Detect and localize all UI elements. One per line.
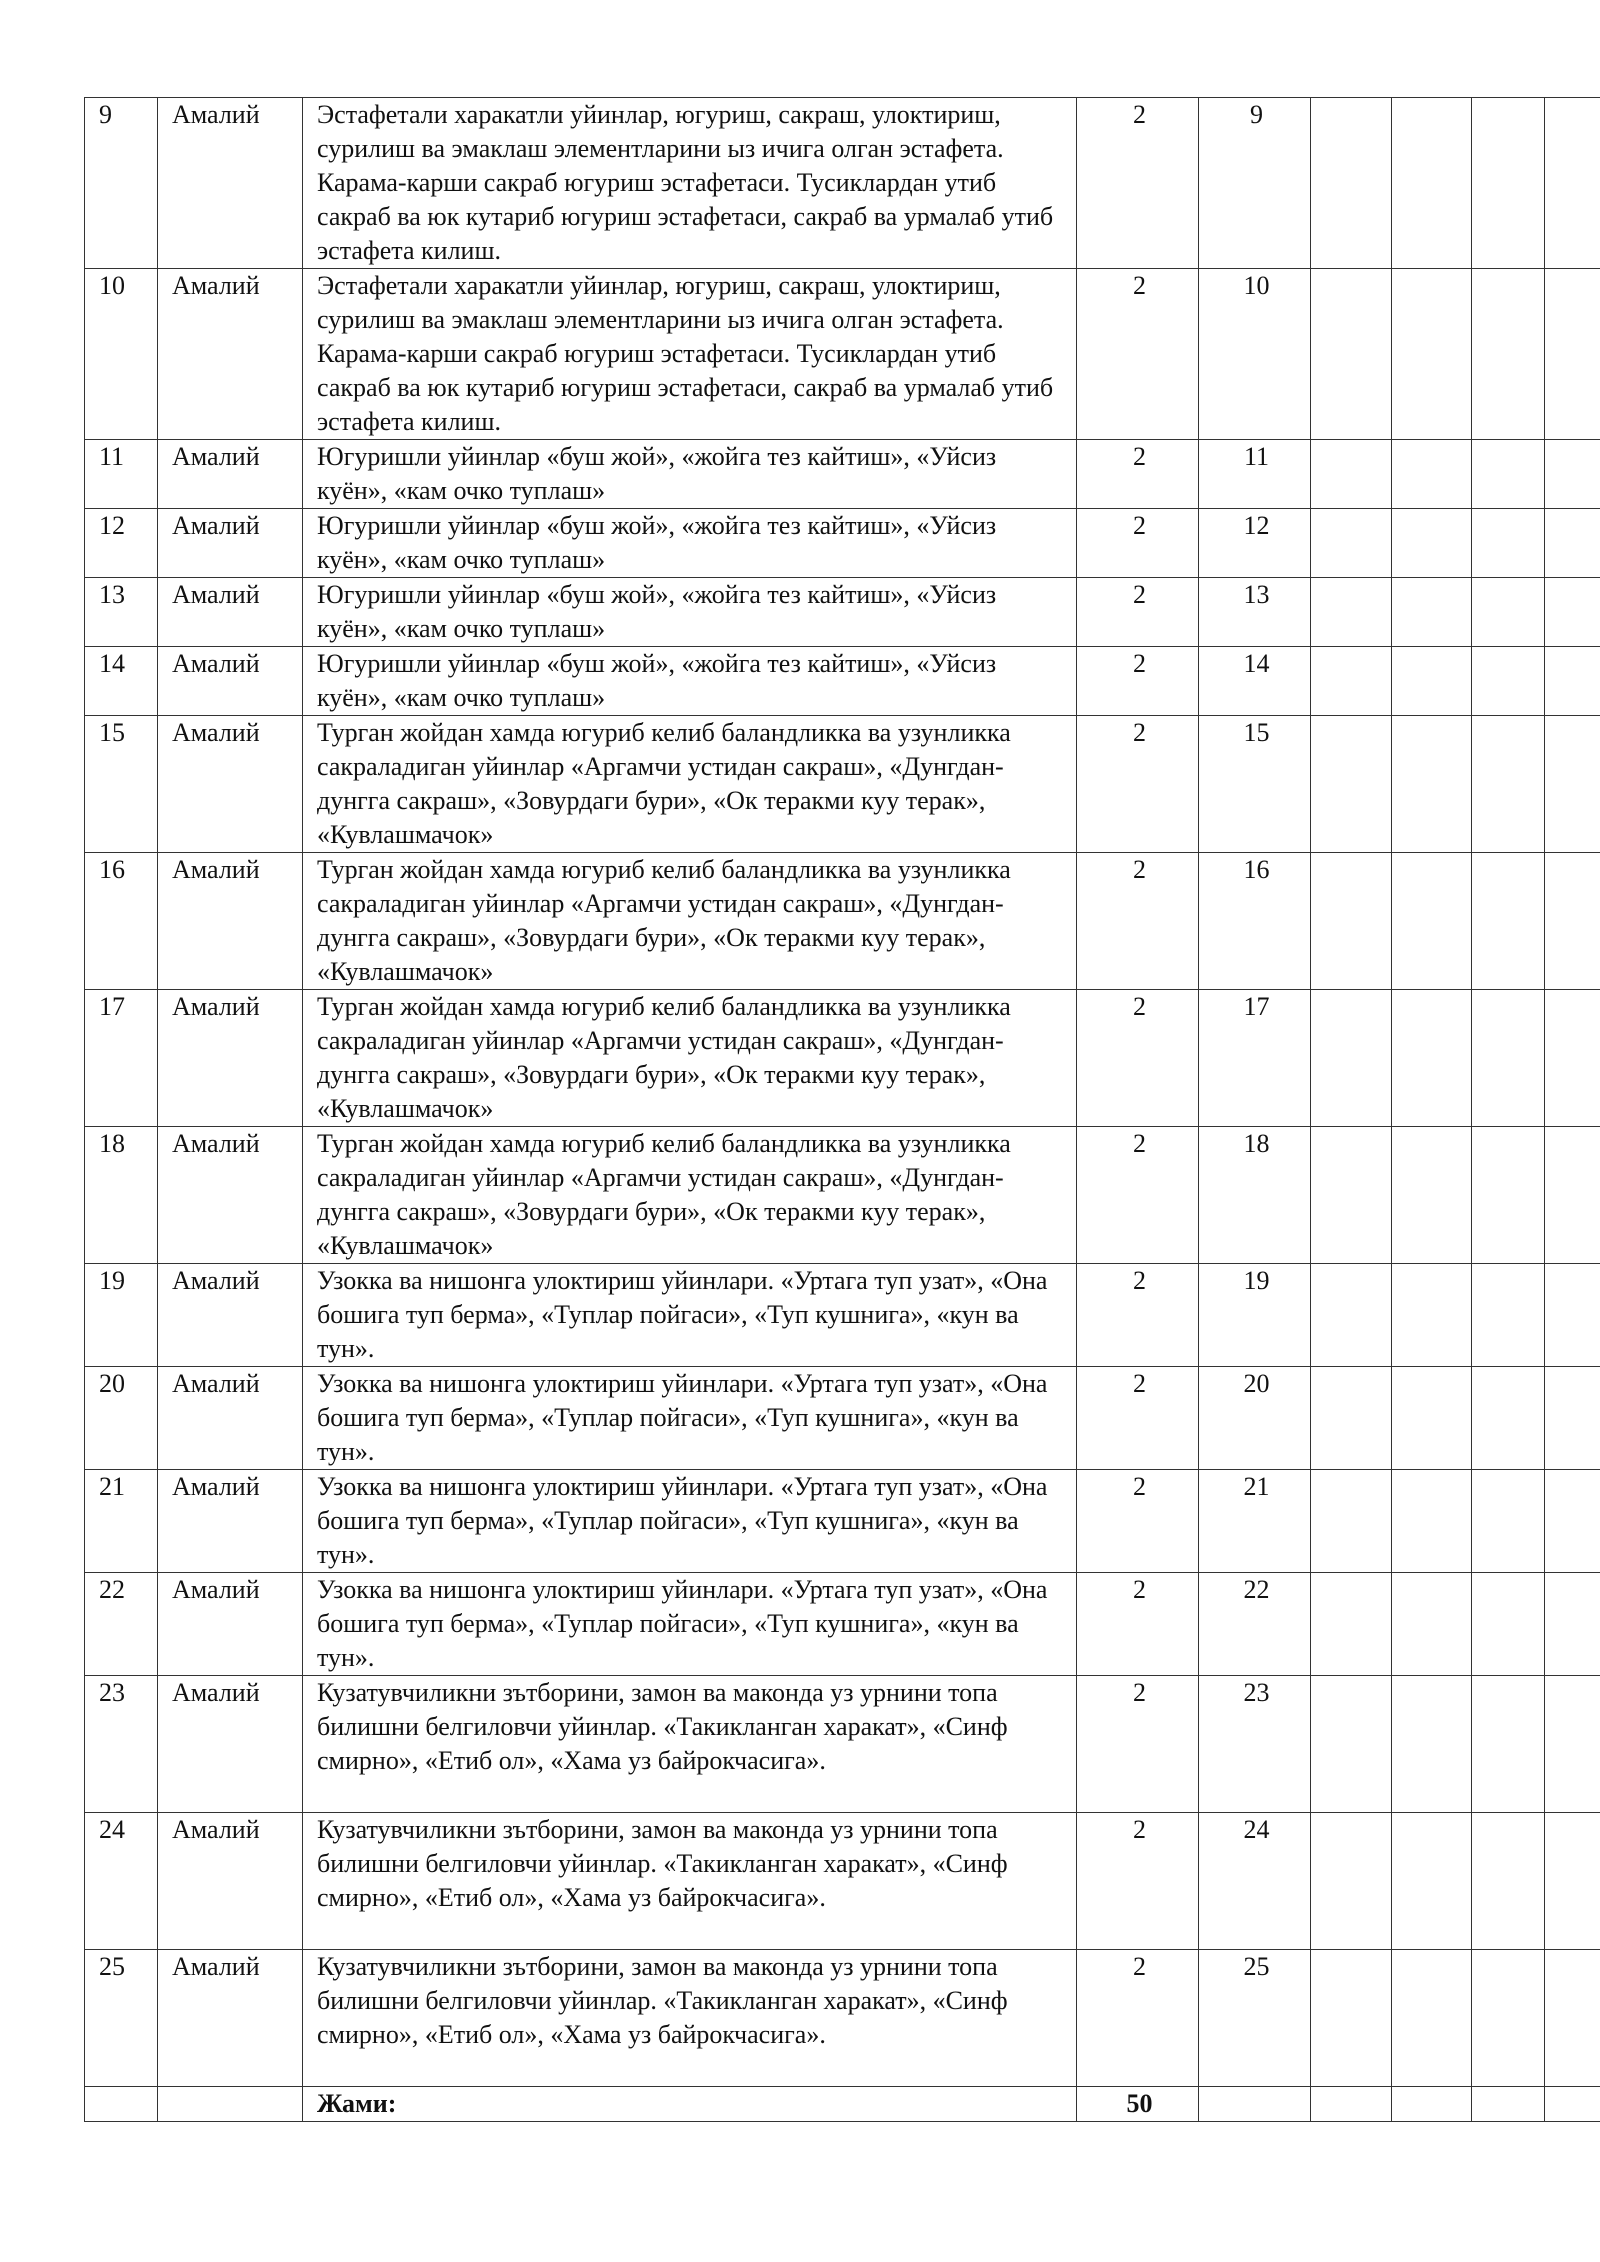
lesson-index: 25 bbox=[1199, 1950, 1311, 2087]
empty-cell bbox=[1545, 990, 1600, 1127]
row-number: 17 bbox=[85, 990, 158, 1127]
empty-cell bbox=[1472, 853, 1545, 990]
lesson-index: 18 bbox=[1199, 1127, 1311, 1264]
empty-cell bbox=[1545, 578, 1600, 647]
row-number: 25 bbox=[85, 1950, 158, 2087]
empty-cell bbox=[1311, 1127, 1392, 1264]
lesson-topic: Югуришли уйинлар «буш жой», «жойга тез кайтиш», «Уйсиз куён», «кам очко туплаш» bbox=[303, 647, 1077, 716]
total-row bbox=[85, 2087, 1600, 2122]
empty-cell bbox=[1392, 98, 1472, 269]
lesson-type: Амалий bbox=[158, 1813, 303, 1950]
empty-cell bbox=[1392, 1676, 1472, 1813]
table-row bbox=[85, 1813, 1600, 1950]
lesson-topic: Югуришли уйинлар «буш жой», «жойга тез кайтиш», «Уйсиз куён», «кам очко туплаш» bbox=[303, 440, 1077, 509]
table-row bbox=[85, 1676, 1600, 1813]
total-cell-empty bbox=[158, 2087, 303, 2122]
empty-cell bbox=[1472, 716, 1545, 853]
row-number: 20 bbox=[85, 1367, 158, 1470]
lesson-topic: Эстафетали харакатли уйинлар, югуриш, сакраш, улоктириш, сурилиш ва эмаклаш элементларини ыз ичига олган эстафета. Карама-карши сакраб югуриш эстафетаси. Тусиклардан утиб сакраб ва юк кутариб югуриш эстафетаси, сакраб ва урмалаб утиб эстафета килиш. bbox=[303, 269, 1077, 440]
lesson-index: 16 bbox=[1199, 853, 1311, 990]
table-row bbox=[85, 1264, 1600, 1367]
table-row bbox=[85, 440, 1600, 509]
lesson-type: Амалий bbox=[158, 716, 303, 853]
lesson-type: Амалий bbox=[158, 269, 303, 440]
empty-cell bbox=[1311, 440, 1392, 509]
lesson-index: 21 bbox=[1199, 1470, 1311, 1573]
empty-cell bbox=[1392, 1264, 1472, 1367]
total-cell-empty bbox=[1392, 2087, 1472, 2122]
lesson-type: Амалий bbox=[158, 440, 303, 509]
empty-cell bbox=[1472, 1813, 1545, 1950]
row-number: 14 bbox=[85, 647, 158, 716]
empty-cell bbox=[1545, 853, 1600, 990]
empty-cell bbox=[1545, 1470, 1600, 1573]
table-row bbox=[85, 1367, 1600, 1470]
empty-cell bbox=[1311, 1573, 1392, 1676]
lesson-hours: 2 bbox=[1077, 1264, 1199, 1367]
empty-cell bbox=[1311, 509, 1392, 578]
empty-cell bbox=[1545, 269, 1600, 440]
row-number: 16 bbox=[85, 853, 158, 990]
lesson-hours: 2 bbox=[1077, 1127, 1199, 1264]
lesson-topic: Турган жойдан хамда югуриб келиб баландликка ва узунликка сакраладиган уйинлар «Аргамчи устидан сакраш», «Дунгдан-дунгга сакраш», «Зовурдаги бури», «Ок теракми куу терак», «Кувлашмачок» bbox=[303, 716, 1077, 853]
lesson-hours: 2 bbox=[1077, 440, 1199, 509]
empty-cell bbox=[1311, 1950, 1392, 2087]
empty-cell bbox=[1392, 853, 1472, 990]
lesson-type: Амалий bbox=[158, 1127, 303, 1264]
row-number: 22 bbox=[85, 1573, 158, 1676]
lesson-hours: 2 bbox=[1077, 578, 1199, 647]
empty-cell bbox=[1392, 647, 1472, 716]
lesson-index: 9 bbox=[1199, 98, 1311, 269]
lesson-topic: Узокка ва нишонга улоктириш уйинлари. «Уртага туп узат», «Она бошига туп берма», «Туплар пойгаси», «Туп кушнига», «кун ва тун». bbox=[303, 1573, 1077, 1676]
row-number: 10 bbox=[85, 269, 158, 440]
lesson-hours: 2 bbox=[1077, 1367, 1199, 1470]
empty-cell bbox=[1545, 1264, 1600, 1367]
table-row bbox=[85, 853, 1600, 990]
row-number: 18 bbox=[85, 1127, 158, 1264]
empty-cell bbox=[1392, 269, 1472, 440]
lesson-type: Амалий bbox=[158, 1676, 303, 1813]
lesson-type: Амалий bbox=[158, 990, 303, 1127]
table-row bbox=[85, 716, 1600, 853]
empty-cell bbox=[1472, 509, 1545, 578]
empty-cell bbox=[1545, 440, 1600, 509]
empty-cell bbox=[1311, 1813, 1392, 1950]
lesson-hours: 2 bbox=[1077, 1676, 1199, 1813]
total-cell-empty bbox=[1199, 2087, 1311, 2122]
lesson-index: 19 bbox=[1199, 1264, 1311, 1367]
lesson-hours: 2 bbox=[1077, 1813, 1199, 1950]
lesson-type: Амалий bbox=[158, 1264, 303, 1367]
lesson-index: 15 bbox=[1199, 716, 1311, 853]
table-row bbox=[85, 578, 1600, 647]
lesson-type: Амалий bbox=[158, 98, 303, 269]
lesson-index: 13 bbox=[1199, 578, 1311, 647]
empty-cell bbox=[1472, 1950, 1545, 2087]
lesson-type: Амалий bbox=[158, 1470, 303, 1573]
total-hours: 50 bbox=[1077, 2087, 1199, 2122]
empty-cell bbox=[1472, 269, 1545, 440]
lesson-topic: Кузатувчиликни зътборини, замон ва маконда уз урнини топа билишни белгиловчи уйинлар. «Такикланган харакат», «Синф смирно», «Етиб ол», «Хама уз байрокчасига». bbox=[303, 1950, 1077, 2087]
lesson-plan-table bbox=[84, 97, 1600, 2122]
empty-cell bbox=[1472, 990, 1545, 1127]
total-label: Жами: bbox=[303, 2087, 1077, 2122]
lesson-topic: Эстафетали харакатли уйинлар, югуриш, сакраш, улоктириш, сурилиш ва эмаклаш элементларини ыз ичига олган эстафета. Карама-карши сакраб югуриш эстафетаси. Тусиклардан утиб сакраб ва юк кутариб югуриш эстафетаси, сакраб ва урмалаб утиб эстафета килиш. bbox=[303, 98, 1077, 269]
lesson-index: 12 bbox=[1199, 509, 1311, 578]
lesson-type: Амалий bbox=[158, 853, 303, 990]
lesson-topic: Турган жойдан хамда югуриб келиб баландликка ва узунликка сакраладиган уйинлар «Аргамчи устидан сакраш», «Дунгдан-дунгга сакраш», «Зовурдаги бури», «Ок теракми куу терак», «Кувлашмачок» bbox=[303, 990, 1077, 1127]
lesson-topic: Кузатувчиликни зътборини, замон ва маконда уз урнини топа билишни белгиловчи уйинлар. «Такикланган харакат», «Синф смирно», «Етиб ол», «Хама уз байрокчасига». bbox=[303, 1813, 1077, 1950]
table-row bbox=[85, 98, 1600, 269]
lesson-topic: Узокка ва нишонга улоктириш уйинлари. «Уртага туп узат», «Она бошига туп берма», «Туплар пойгаси», «Туп кушнига», «кун ва тун». bbox=[303, 1367, 1077, 1470]
lesson-index: 22 bbox=[1199, 1573, 1311, 1676]
empty-cell bbox=[1392, 990, 1472, 1127]
lesson-type: Амалий bbox=[158, 1950, 303, 2087]
lesson-hours: 2 bbox=[1077, 1470, 1199, 1573]
empty-cell bbox=[1392, 509, 1472, 578]
empty-cell bbox=[1545, 1813, 1600, 1950]
empty-cell bbox=[1392, 1367, 1472, 1470]
lesson-index: 24 bbox=[1199, 1813, 1311, 1950]
lesson-index: 14 bbox=[1199, 647, 1311, 716]
empty-cell bbox=[1472, 1470, 1545, 1573]
lesson-type: Амалий bbox=[158, 1573, 303, 1676]
lesson-index: 17 bbox=[1199, 990, 1311, 1127]
empty-cell bbox=[1472, 578, 1545, 647]
empty-cell bbox=[1311, 1264, 1392, 1367]
lesson-index: 23 bbox=[1199, 1676, 1311, 1813]
row-number: 24 bbox=[85, 1813, 158, 1950]
empty-cell bbox=[1311, 269, 1392, 440]
row-number: 9 bbox=[85, 98, 158, 269]
lesson-hours: 2 bbox=[1077, 98, 1199, 269]
lesson-index: 11 bbox=[1199, 440, 1311, 509]
row-number: 12 bbox=[85, 509, 158, 578]
table-row bbox=[85, 647, 1600, 716]
lesson-hours: 2 bbox=[1077, 269, 1199, 440]
table-row bbox=[85, 1127, 1600, 1264]
lesson-type: Амалий bbox=[158, 578, 303, 647]
lesson-topic: Узокка ва нишонга улоктириш уйинлари. «Уртага туп узат», «Она бошига туп берма», «Туплар пойгаси», «Туп кушнига», «кун ва тун». bbox=[303, 1264, 1077, 1367]
empty-cell bbox=[1311, 990, 1392, 1127]
lesson-topic: Узокка ва нишонга улоктириш уйинлари. «Уртага туп узат», «Она бошига туп берма», «Туплар пойгаси», «Туп кушнига», «кун ва тун». bbox=[303, 1470, 1077, 1573]
table-row bbox=[85, 1573, 1600, 1676]
row-number: 21 bbox=[85, 1470, 158, 1573]
row-number: 23 bbox=[85, 1676, 158, 1813]
empty-cell bbox=[1392, 578, 1472, 647]
empty-cell bbox=[1311, 1470, 1392, 1573]
lesson-topic: Турган жойдан хамда югуриб келиб баландликка ва узунликка сакраладиган уйинлар «Аргамчи устидан сакраш», «Дунгдан-дунгга сакраш», «Зовурдаги бури», «Ок теракми куу терак», «Кувлашмачок» bbox=[303, 853, 1077, 990]
empty-cell bbox=[1392, 1950, 1472, 2087]
total-cell-empty bbox=[85, 2087, 158, 2122]
empty-cell bbox=[1392, 1813, 1472, 1950]
empty-cell bbox=[1545, 647, 1600, 716]
empty-cell bbox=[1311, 98, 1392, 269]
row-number: 11 bbox=[85, 440, 158, 509]
total-cell-empty bbox=[1311, 2087, 1392, 2122]
empty-cell bbox=[1472, 98, 1545, 269]
lesson-type: Амалий bbox=[158, 1367, 303, 1470]
lesson-hours: 2 bbox=[1077, 1950, 1199, 2087]
empty-cell bbox=[1545, 1573, 1600, 1676]
lesson-type: Амалий bbox=[158, 647, 303, 716]
lesson-hours: 2 bbox=[1077, 509, 1199, 578]
empty-cell bbox=[1545, 1676, 1600, 1813]
empty-cell bbox=[1311, 853, 1392, 990]
empty-cell bbox=[1472, 1367, 1545, 1470]
table-row bbox=[85, 990, 1600, 1127]
lesson-hours: 2 bbox=[1077, 990, 1199, 1127]
lesson-index: 10 bbox=[1199, 269, 1311, 440]
total-cell-empty bbox=[1545, 2087, 1600, 2122]
empty-cell bbox=[1472, 1573, 1545, 1676]
lesson-hours: 2 bbox=[1077, 853, 1199, 990]
empty-cell bbox=[1392, 716, 1472, 853]
empty-cell bbox=[1472, 1676, 1545, 1813]
empty-cell bbox=[1545, 1127, 1600, 1264]
empty-cell bbox=[1545, 716, 1600, 853]
empty-cell bbox=[1545, 1950, 1600, 2087]
lesson-topic: Югуришли уйинлар «буш жой», «жойга тез кайтиш», «Уйсиз куён», «кам очко туплаш» bbox=[303, 509, 1077, 578]
table-body bbox=[85, 98, 1600, 2122]
table-row bbox=[85, 1950, 1600, 2087]
lesson-hours: 2 bbox=[1077, 716, 1199, 853]
empty-cell bbox=[1545, 509, 1600, 578]
empty-cell bbox=[1311, 1676, 1392, 1813]
empty-cell bbox=[1392, 1573, 1472, 1676]
empty-cell bbox=[1472, 647, 1545, 716]
total-cell-empty bbox=[1472, 2087, 1545, 2122]
row-number: 13 bbox=[85, 578, 158, 647]
row-number: 19 bbox=[85, 1264, 158, 1367]
row-number: 15 bbox=[85, 716, 158, 853]
lesson-topic: Турган жойдан хамда югуриб келиб баландликка ва узунликка сакраладиган уйинлар «Аргамчи устидан сакраш», «Дунгдан-дунгга сакраш», «Зовурдаги бури», «Ок теракми куу терак», «Кувлашмачок» bbox=[303, 1127, 1077, 1264]
table-row bbox=[85, 269, 1600, 440]
table-row bbox=[85, 509, 1600, 578]
empty-cell bbox=[1311, 578, 1392, 647]
empty-cell bbox=[1545, 1367, 1600, 1470]
empty-cell bbox=[1472, 1264, 1545, 1367]
empty-cell bbox=[1392, 440, 1472, 509]
empty-cell bbox=[1311, 647, 1392, 716]
lesson-topic: Кузатувчиликни зътборини, замон ва маконда уз урнини топа билишни белгиловчи уйинлар. «Такикланган харакат», «Синф смирно», «Етиб ол», «Хама уз байрокчасига». bbox=[303, 1676, 1077, 1813]
lesson-topic: Югуришли уйинлар «буш жой», «жойга тез кайтиш», «Уйсиз куён», «кам очко туплаш» bbox=[303, 578, 1077, 647]
empty-cell bbox=[1545, 98, 1600, 269]
empty-cell bbox=[1311, 716, 1392, 853]
lesson-hours: 2 bbox=[1077, 647, 1199, 716]
lesson-type: Амалий bbox=[158, 509, 303, 578]
empty-cell bbox=[1472, 440, 1545, 509]
lesson-index: 20 bbox=[1199, 1367, 1311, 1470]
empty-cell bbox=[1472, 1127, 1545, 1264]
table-row bbox=[85, 1470, 1600, 1573]
empty-cell bbox=[1311, 1367, 1392, 1470]
empty-cell bbox=[1392, 1127, 1472, 1264]
lesson-hours: 2 bbox=[1077, 1573, 1199, 1676]
empty-cell bbox=[1392, 1470, 1472, 1573]
